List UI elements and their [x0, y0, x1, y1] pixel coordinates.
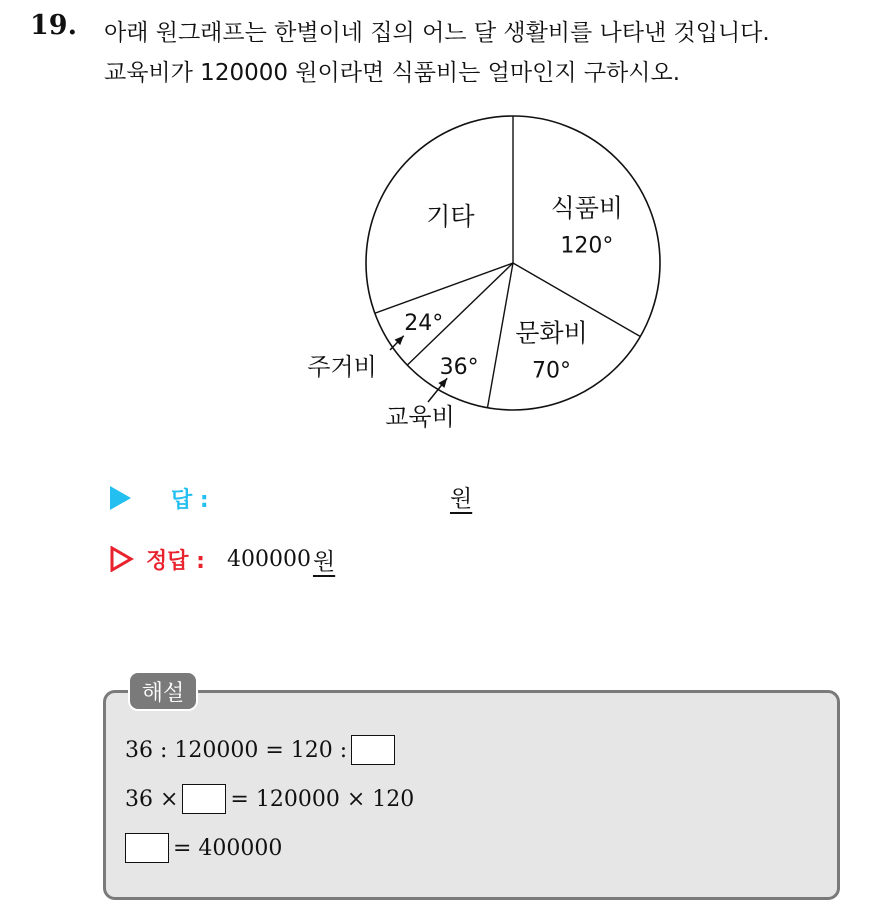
- slice-value-1: 70°: [532, 358, 572, 384]
- correct-answer-label: 정답 :: [146, 548, 205, 574]
- slice-value-2: 36°: [439, 355, 479, 381]
- slice-label-0: 식품비: [550, 193, 624, 223]
- correct-answer-row: [110, 541, 335, 577]
- equation-2-right: = 120000 × 120: [230, 786, 415, 812]
- question-text-line-1: 아래 원그래프는 한별이네 집의 어느 달 생활비를 나타낸 것입니다.: [104, 20, 770, 46]
- equation-2: [125, 782, 414, 816]
- explanation-tab: 해설: [128, 671, 198, 711]
- equation-3: [125, 831, 282, 865]
- correct-answer-value: 400000: [226, 546, 311, 572]
- blank-box: [351, 735, 395, 765]
- play-triangle-icon: [110, 486, 131, 510]
- correct-answer-unit: 원: [312, 548, 336, 575]
- slice-label-3: 주거비: [307, 353, 377, 381]
- pie-chart: [280, 110, 680, 440]
- blank-box: [125, 833, 169, 863]
- equation-2-left: 36 ×: [125, 786, 179, 812]
- answer-unit: 원: [450, 486, 473, 512]
- question-text-line-2: 교육비가 120000 원이라면 식품비는 얼마인지 구하시오.: [104, 60, 681, 86]
- question-number: 19.: [30, 10, 77, 41]
- equation-1-text: 36 : 120000 = 120 :: [125, 737, 348, 763]
- slice-label-4: 기타: [426, 202, 475, 232]
- equation-1: [125, 733, 399, 767]
- answer-label: 답 :: [171, 487, 209, 513]
- answer-row: [110, 480, 473, 516]
- slice-value-0: 120°: [560, 233, 614, 259]
- slice-label-1: 문화비: [515, 318, 588, 348]
- blank-box: [182, 784, 226, 814]
- slice-label-2: 교육비: [385, 403, 455, 431]
- outline-triangle-icon: [110, 546, 134, 572]
- equation-3-right: = 400000: [173, 835, 283, 861]
- slice-value-3: 24°: [404, 310, 444, 336]
